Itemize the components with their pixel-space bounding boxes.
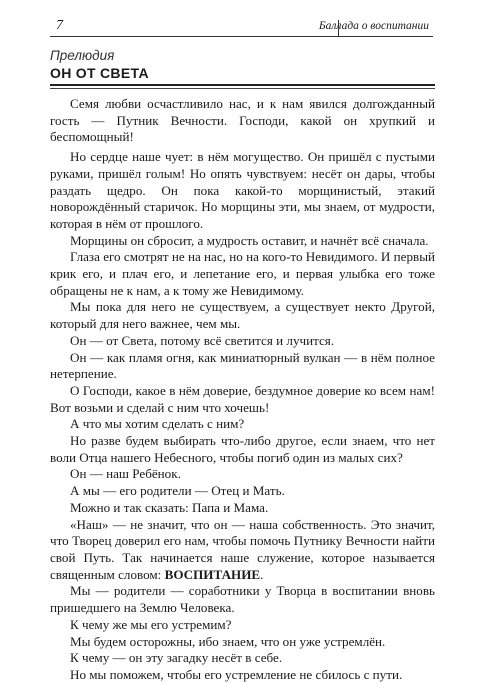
title-rule-thin [50, 88, 435, 89]
header-rule [50, 36, 433, 37]
section-title: ОН ОТ СВЕТА [50, 65, 149, 81]
paragraph-with-emphasis [50, 517, 435, 584]
title-rule [50, 84, 435, 86]
paragraph: Он — наш Ребёнок. [70, 466, 181, 482]
paragraph: Глаза его смотрят не на нас, но на кого-то Невидимого. И первый крик его, и плач его, и лепетание его, и первая улыбка его тоже обращены не к нам, а к тому же Невидимому. [50, 249, 435, 298]
paragraph: Семя любви осчастливило нас, и к нам явился долгожданный гость — Путник Вечности. Господи, какой он хрупкий и беспомощный! [50, 96, 435, 145]
paragraph: Но разве будем выбирать что-либо другое, если знаем, что нет воли Отца нашего Небесного, чтобы погиб один из малых сих? [50, 433, 435, 465]
paragraph: Он — от Света, потому всё светится и лучится. [70, 332, 335, 348]
paragraph: А что мы хотим сделать с ним? [70, 416, 245, 432]
emphasis-word: ВОСПИТАНИЕ [164, 566, 261, 582]
paragraph: Можно и так сказать: Папа и Мама. [70, 499, 269, 515]
paragraph: Но мы поможем, чтобы его устремление не сбилось с пути. [70, 666, 403, 682]
paragraph: К чему же мы его устремим? [70, 616, 232, 632]
paragraph: Мы — родители — соработники у Творца в воспитании вновь пришедшего на Землю Человека. [50, 583, 435, 616]
running-title: Баллада о воспитании [318, 20, 429, 32]
paragraph: Он — как пламя огня, как миниатюрный вулкан — в нём полное нетерпение. [50, 349, 435, 382]
paragraph: Мы пока для него не существуем, а существует некто Другой, который для него важнее, чем мы. [50, 299, 435, 332]
paragraph-text: «Наш» — не значит, что он — наша собственность. Это значит, что Творец доверил его нам, чтобы помочь Путнику Вечности найти свой Путь. Так начинается наше служение, которое называется священным словом: [50, 516, 435, 582]
page-number: 7 [56, 18, 63, 33]
paragraph: К чему — он эту загадку несёт в себе. [70, 650, 283, 666]
paragraph: Морщины он сбросит, а мудрость оставит, и начнёт всё сначала. [70, 232, 429, 248]
section-label: Прелюдия [50, 48, 115, 63]
body-text [50, 96, 435, 684]
running-header [50, 16, 433, 38]
paragraph: А мы — его родители — Отец и Мать. [70, 483, 285, 499]
paragraph: Мы будем осторожны, ибо знаем, что он уже устремлён. [70, 633, 386, 649]
paragraph: О Господи, какое в нём доверие, бездумное доверие ко всем нам! Вот возьми и сделай с ним что хочешь! [50, 382, 435, 415]
paragraph-text-end: . [260, 566, 264, 582]
paragraph: Но сердце наше чует: в нём могущество. Он пришёл с пустыми руками, пришёл голым! Но опять чувствуем: несёт он дары, чтобы раздать щедро. Он пока какой-то морщинистый, этакий новорождённый старичок. Но морщины эти, мы знаем, от мудрости, которая в нём от прошлого. [50, 149, 435, 231]
